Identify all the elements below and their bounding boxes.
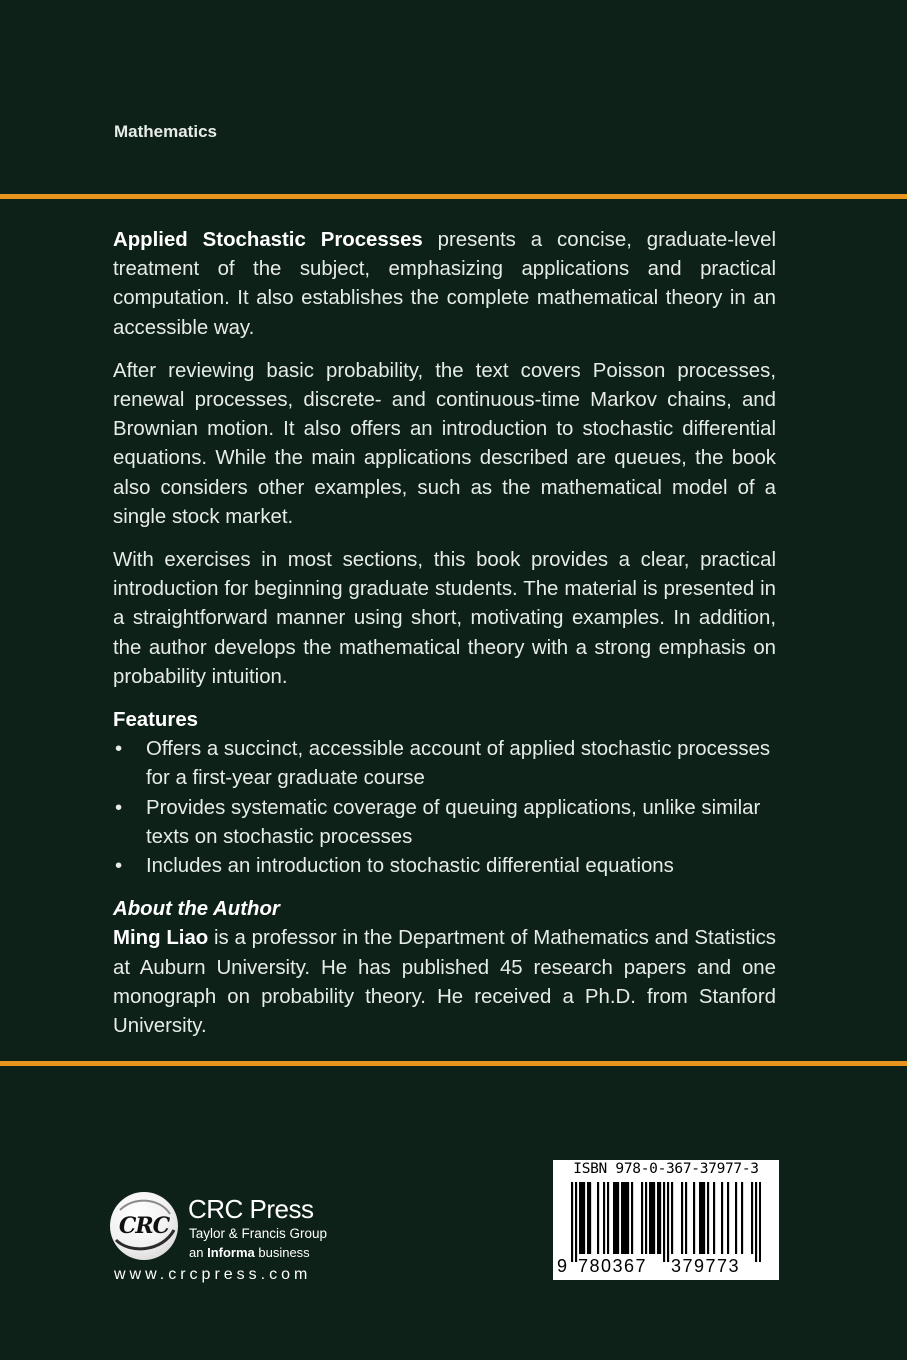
barcode-bar <box>663 1182 665 1262</box>
about-author-heading: About the Author <box>113 898 280 921</box>
barcode-bar <box>727 1182 729 1254</box>
description-paragraph-3: With exercises in most sections, this book provides a clear, practical introduction for beginning graduate students. The material is presented in a straightforward manner using short, motivating examples. In addition, the author develops the mathematical theory with a strong emphasis on probability intuition. <box>113 549 776 688</box>
barcode-bar <box>621 1182 623 1254</box>
barcode-bar <box>703 1182 705 1254</box>
barcode-bar <box>685 1182 687 1254</box>
feature-item: • Includes an introduction to stochastic differential equations <box>113 852 776 881</box>
informa-bold: Informa <box>207 1245 255 1260</box>
barcode-bar <box>693 1182 695 1254</box>
barcode-bar <box>597 1182 599 1254</box>
book-title-bold: Applied Stochastic Processes <box>113 229 423 251</box>
barcode-bar <box>653 1182 655 1254</box>
barcode-bar <box>707 1182 709 1254</box>
barcode-bar <box>583 1182 585 1254</box>
barcode-bar <box>575 1182 577 1262</box>
barcode-bar <box>617 1182 619 1254</box>
barcode-bar <box>701 1182 703 1254</box>
barcode-bar <box>699 1182 701 1254</box>
barcode-bar <box>579 1182 581 1254</box>
barcode-bar <box>625 1182 627 1254</box>
description-paragraph-1-text: presents a concise, graduate-level treatment of the subject, emphasizing applications and practical computation. It also establishes the complete mathematical theory in an accessible way. <box>113 229 776 339</box>
barcode-bar <box>755 1182 757 1262</box>
barcode-bar <box>713 1182 715 1254</box>
publisher-url[interactable]: www.crcpress.com <box>114 1266 312 1283</box>
features-heading: Features <box>113 709 198 732</box>
barcode-bar <box>657 1182 659 1254</box>
barcode-bar <box>759 1182 761 1262</box>
feature-item: • Offers a succinct, accessible account of applied stochastic processes for a first-year graduate course <box>113 735 776 793</box>
isbn-barcode <box>553 1160 779 1280</box>
author-bio-text: is a professor in the Department of Mathematics and Statistics at Auburn University. He has published 45 research papers and one monograph on probability theory. He received a Ph.D. from Stanford University. <box>113 927 776 1038</box>
barcode-bar <box>681 1182 683 1254</box>
bottom-orange-rule <box>0 1061 907 1066</box>
barcode-lead-digit: 9 <box>557 1256 568 1276</box>
crc-logo-icon <box>110 1192 178 1260</box>
barcode-bar <box>651 1182 653 1254</box>
barcode-bar <box>587 1182 589 1254</box>
barcode-bar <box>645 1182 647 1254</box>
back-cover-text <box>113 226 776 1055</box>
features-list <box>113 735 776 881</box>
barcode-bar <box>659 1182 661 1254</box>
author-name: Ming Liao <box>113 927 209 950</box>
barcode-bar <box>735 1182 737 1254</box>
description-paragraph-2: After reviewing basic probability, the text covers Poisson processes, renewal processes, discrete- and continuous-time Markov chains, and Brownian motion. It also offers an introduction to stochastic differential equations. While the main applications described are queues, the book also considers other examples, such as the mathematical model of a single stock market. <box>113 359 776 528</box>
barcode-bar <box>741 1182 743 1254</box>
barcode-bar <box>721 1182 723 1254</box>
publisher-block <box>110 1192 350 1292</box>
barcode-bar <box>627 1182 629 1254</box>
informa-prefix: an <box>189 1245 208 1260</box>
crc-logo-swoosh <box>110 1192 178 1260</box>
isbn-label: ISBN 978-0-367-37977-3 <box>573 1161 759 1177</box>
barcode-bar <box>581 1182 583 1254</box>
barcode-bar <box>571 1182 573 1262</box>
barcode-bar <box>623 1182 625 1254</box>
crc-logo-text: CRC <box>118 1213 170 1239</box>
barcode-bar <box>667 1182 669 1262</box>
barcode-bar <box>615 1182 617 1254</box>
publisher-informa-line <box>189 1245 310 1260</box>
top-orange-rule <box>0 194 907 199</box>
barcode-bar <box>751 1182 753 1254</box>
barcode-bar <box>631 1182 633 1254</box>
category-label: Mathematics <box>114 122 217 141</box>
publisher-name: CRC Press <box>188 1194 314 1224</box>
barcode-bar <box>613 1182 615 1254</box>
barcode-bar <box>589 1182 591 1254</box>
informa-suffix: business <box>254 1245 310 1260</box>
barcode-bar <box>607 1182 609 1254</box>
barcode-bars <box>571 1182 761 1262</box>
description-paragraph-1 <box>113 226 776 343</box>
barcode-bar <box>603 1182 605 1254</box>
barcode-bar <box>641 1182 643 1254</box>
author-bio <box>113 924 776 1041</box>
barcode-bar <box>649 1182 651 1254</box>
barcode-bar <box>671 1182 673 1254</box>
barcode-digit-group-2: 379773 <box>671 1256 741 1276</box>
feature-item: • Provides systematic coverage of queuing applications, unlike similar texts on stochastic processes <box>113 794 776 852</box>
publisher-group: Taylor & Francis Group <box>189 1226 328 1241</box>
barcode-digit-group-1: 780367 <box>578 1256 648 1276</box>
